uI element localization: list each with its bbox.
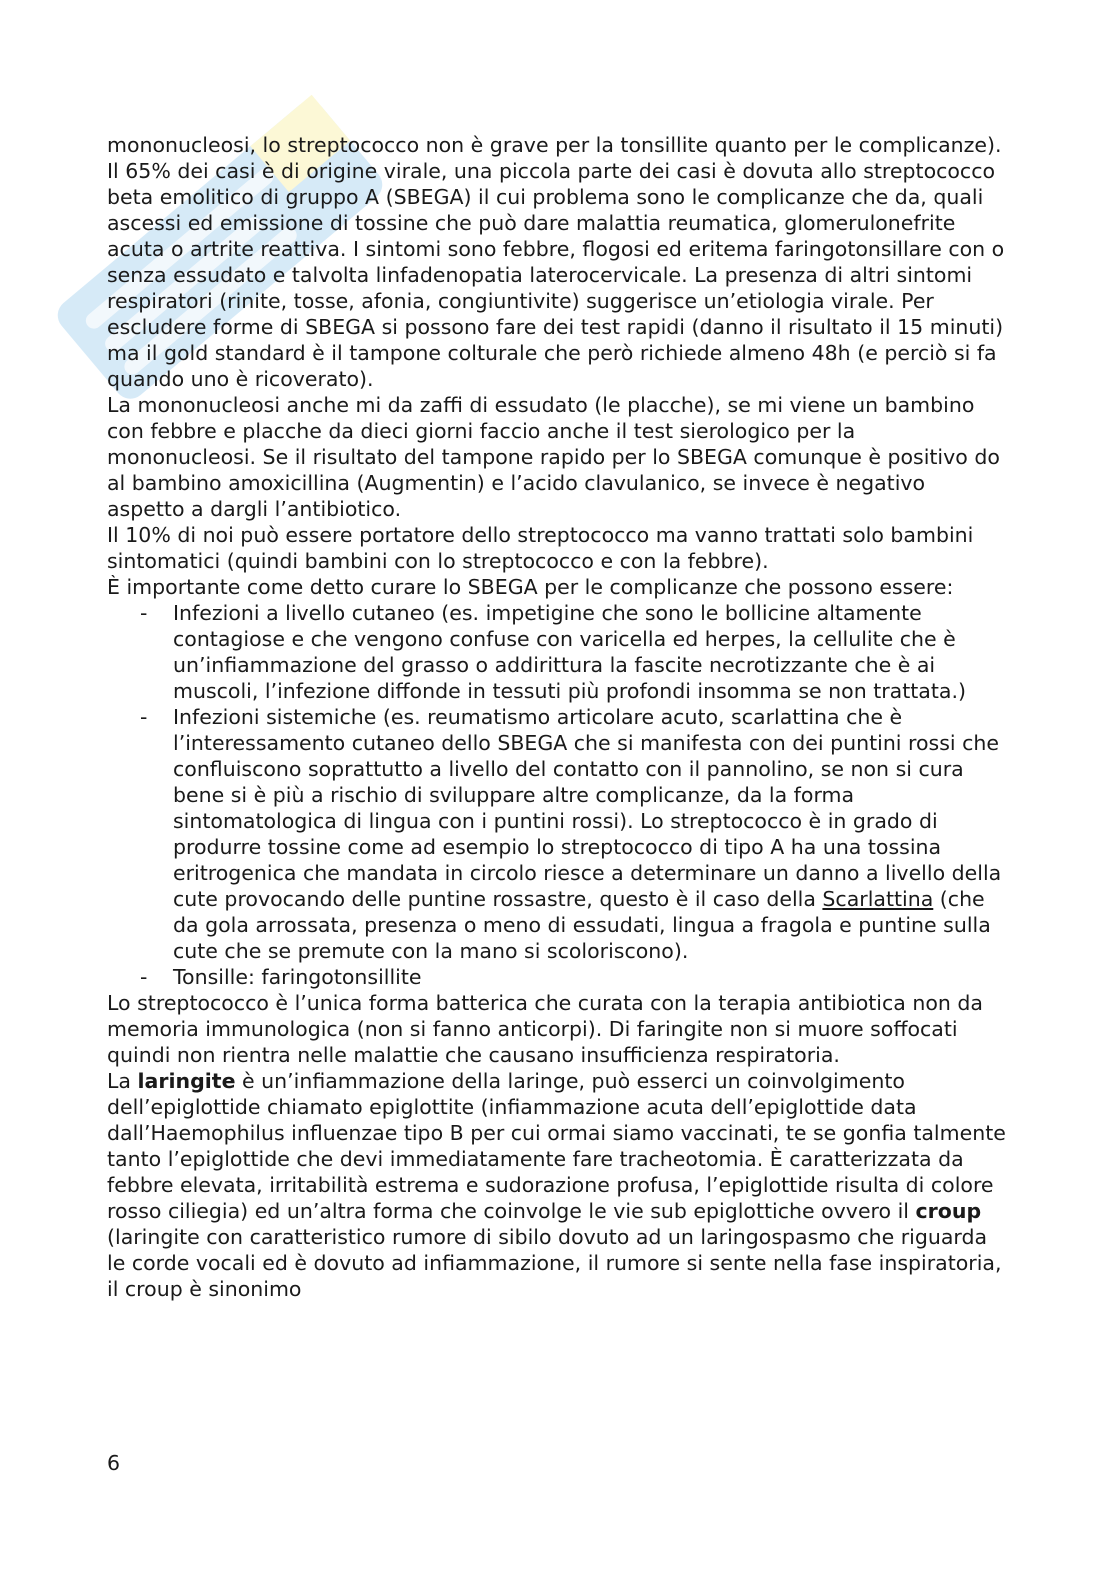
list-item [107, 704, 1007, 964]
paragraph-tonsillite: mononucleosi, lo streptococco non è grave per la tonsillite quanto per le complicanze). Il 65% dei casi è di origine virale, una piccola parte dei casi è dovuta allo streptococco beta emolitico di gruppo A (SBEGA) il cui problema sono le complicanze che da, quali ascessi ed emissione di tossine che può dare malattia reumatica, glomerulonefrite acuta o artrite reattiva. I sintomi sono febbre, flogosi ed eritema faringotonsillare con o senza essudato e talvolta linfadenopatia laterocervicale. La presenza di altri sintomi respiratori (rinite, tosse, afonia, congiuntivite) suggerisce un’etiologia virale. Per escludere forme di SBEGA si possono fare dei test rapidi (danno il risultato il 15 minuti) ma il gold standard è il tampone colturale che però richiede almeno 48h (e perciò si fa quando uno è ricoverato). [107, 133, 1005, 391]
list-dash: - [140, 705, 148, 729]
list-item-text: Tonsille: faringotonsillite [173, 965, 422, 989]
term-laringite: laringite [137, 1069, 236, 1093]
paragraph-streptococco: Lo streptococco è l’unica forma batterica che curata con la terapia antibiotica non da memoria immunologica (non si fanno anticorpi). Di faringite non si muore soffocati quindi non rientra nelle malattie che causano insufficienza respiratoria. [107, 991, 983, 1067]
list-dash: - [140, 965, 148, 989]
document-body [107, 132, 1007, 1302]
text-run: è un’infiammazione della laringe, può esserci un coinvolgimento dell’epiglottide chiamato epiglottite (infiammazione acuta dell’epiglottide data dall’Haemophilus influenzae tipo B per cui ormai siamo vaccinati, te se gonfia talmente tanto l’epiglottide che devi immediatamente fare tracheotomia. È caratterizzata da febbre elevata, irritabilità estrema e sudorazione profusa, l’epiglottide risulta di colore rosso ciliegia) ed un’altra forma che coinvolge le vie sub epiglottiche ovvero il [107, 1069, 1006, 1223]
list-item [107, 600, 1007, 704]
paragraph-laringite [107, 1068, 1007, 1302]
scarlattina-link[interactable]: Scarlattina [822, 887, 934, 911]
list-dash: - [140, 601, 148, 625]
paragraph-mononucleosi: La mononucleosi anche mi da zaffi di essudato (le placche), se mi viene un bambino con febbre e placche da dieci giorni faccio anche il test sierologico per la mononucleosi. Se il risultato del tampone rapido per lo SBEGA comunque è positivo do al bambino amoxicillina (Augmentin) e l’acido clavulanico, se invece è negativo aspetto a dargli l’antibiotico. [107, 393, 1000, 521]
paragraph-portatori: Il 10% di noi può essere portatore dello streptococco ma vanno trattati solo bambini sintomatici (quindi bambini con lo streptococco e con la febbre). [107, 523, 974, 573]
term-croup: croup [915, 1199, 982, 1223]
page-number: 6 [107, 1451, 121, 1475]
complicanze-list [107, 600, 1007, 990]
list-item-text: Infezioni sistemiche (es. reumatismo articolare acuto, scarlattina che è l’interessamento cutaneo dello SBEGA che si manifesta con dei puntini rossi che confluiscono soprattutto a livello del contatto con il pannolino, se non si cura bene si è più a rischio di sviluppare altre complicanze, da la forma sintomatologica di lingua con i puntini rossi). Lo streptococco è in grado di produrre tossine come ad esempio lo streptococco di tipo A ha una tossina eritrogenica che mandata in circolo riesce a determinare un danno a livello della cute provocando delle puntine rossastre, questo è il caso della [173, 705, 1002, 911]
paragraph-complicanze-intro: È importante come detto curare lo SBEGA per le complicanze che possono essere: [107, 575, 954, 599]
list-item-text: Infezioni a livello cutaneo (es. impetigine che sono le bollicine altamente contagiose e che vengono confuse con varicella ed herpes, la cellulite che è un’infiammazione del grasso o addirittura la fascite necrotizzante che è ai muscoli, l’infezione diffonde in tessuti più profondi insomma se non trattata.) [173, 601, 966, 703]
list-item [107, 964, 1007, 990]
text-run: (laringite con caratteristico rumore di sibilo dovuto ad un laringospasmo che riguarda le corde vocali ed è dovuto ad infiammazione, il rumore si sente nella fase inspiratoria, il croup è sinonimo [107, 1225, 1002, 1301]
text-run: La [107, 1069, 138, 1093]
list-item-text: (che da gola arrossata, presenza o meno di essudati, lingua a fragola e puntine sulla cute che se premute con la mano si scoloriscono). [173, 887, 991, 963]
